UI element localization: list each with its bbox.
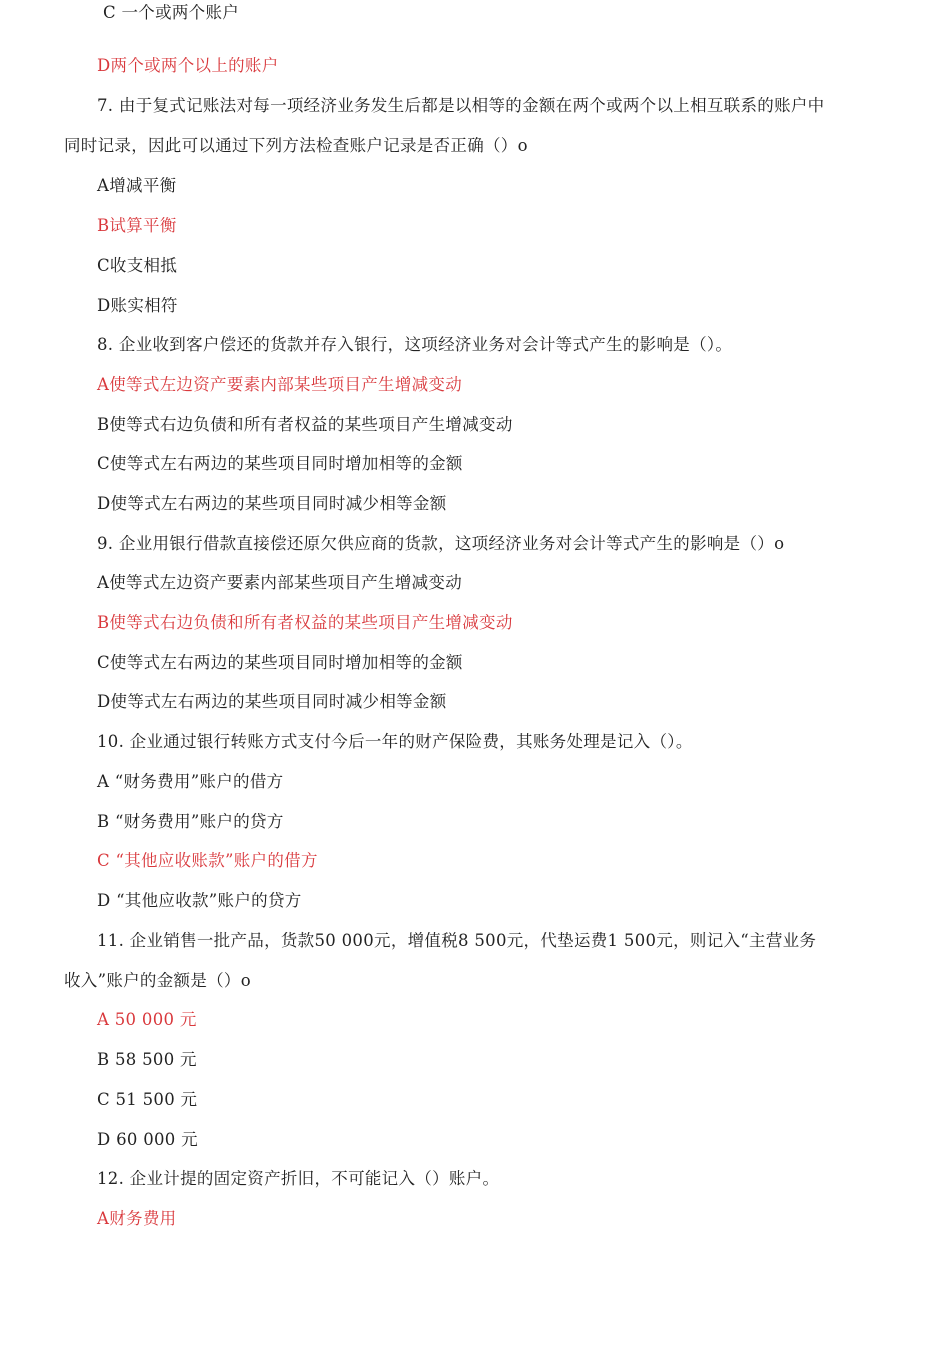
q12-option-a-answer: A财务费用 [97, 1209, 177, 1228]
q8-option-d: D使等式左右两边的某些项目同时减少相等金额 [97, 494, 447, 513]
q6-option-d-answer: D两个或两个以上的账户 [97, 56, 279, 75]
q11-option-d: D 60 000 元 [97, 1130, 198, 1149]
q10-option-a: A “财务费用”账户的借方 [97, 772, 284, 791]
q7-stem-line2: 同时记录，因此可以通过下列方法检查账户记录是否正确（）o [64, 136, 528, 155]
q10-option-b: B “财务费用”账户的贷方 [97, 812, 284, 831]
q11-option-a-answer: A 50 000 元 [97, 1010, 197, 1029]
q9-option-a: A使等式左边资产要素内部某些项目产生增减变动 [97, 573, 463, 592]
q9-stem: 9. 企业用银行借款直接偿还原欠供应商的货款，这项经济业务对会计等式产生的影响是（）o [97, 534, 785, 553]
q11-option-b: B 58 500 元 [97, 1050, 197, 1069]
q11-stem-line1: 11. 企业销售一批产品，货款50 000元，增值税8 500元，代垫运费1 500元，则记入“主营业务 [97, 931, 817, 950]
q9-option-c: C使等式左右两边的某些项目同时增加相等的金额 [97, 653, 463, 672]
q8-option-c: C使等式左右两边的某些项目同时增加相等的金额 [97, 454, 463, 473]
q10-stem: 10. 企业通过银行转账方式支付今后一年的财产保险费，其账务处理是记入（）。 [97, 732, 693, 751]
q8-option-b: B使等式右边负债和所有者权益的某些项目产生增减变动 [97, 415, 513, 434]
q10-option-c-answer: C “其他应收账款”账户的借方 [97, 851, 318, 870]
q11-stem-line2: 收入”账户的金额是（）o [64, 971, 251, 990]
q7-stem-line1: 7. 由于复式记账法对每一项经济业务发生后都是以相等的金额在两个或两个以上相互联系的账户中 [97, 96, 825, 115]
q9-option-d: D使等式左右两边的某些项目同时减少相等金额 [97, 692, 447, 711]
q7-option-a: A增减平衡 [97, 176, 177, 195]
q10-option-d: D “其他应收款”账户的贷方 [97, 891, 302, 910]
q11-option-c: C 51 500 元 [97, 1090, 198, 1109]
q6-option-c: C 一个或两个账户 [103, 3, 240, 22]
q7-option-c: C收支相抵 [97, 256, 178, 275]
q7-option-d: D账实相符 [97, 296, 178, 315]
q7-option-b-answer: B试算平衡 [97, 216, 177, 235]
q8-stem: 8. 企业收到客户偿还的货款并存入银行，这项经济业务对会计等式产生的影响是（）。 [97, 335, 733, 354]
q8-option-a-answer: A使等式左边资产要素内部某些项目产生增减变动 [97, 375, 463, 394]
q12-stem: 12. 企业计提的固定资产折旧，不可能记入（）账户。 [97, 1169, 500, 1188]
q9-option-b-answer: B使等式右边负债和所有者权益的某些项目产生增减变动 [97, 613, 513, 632]
